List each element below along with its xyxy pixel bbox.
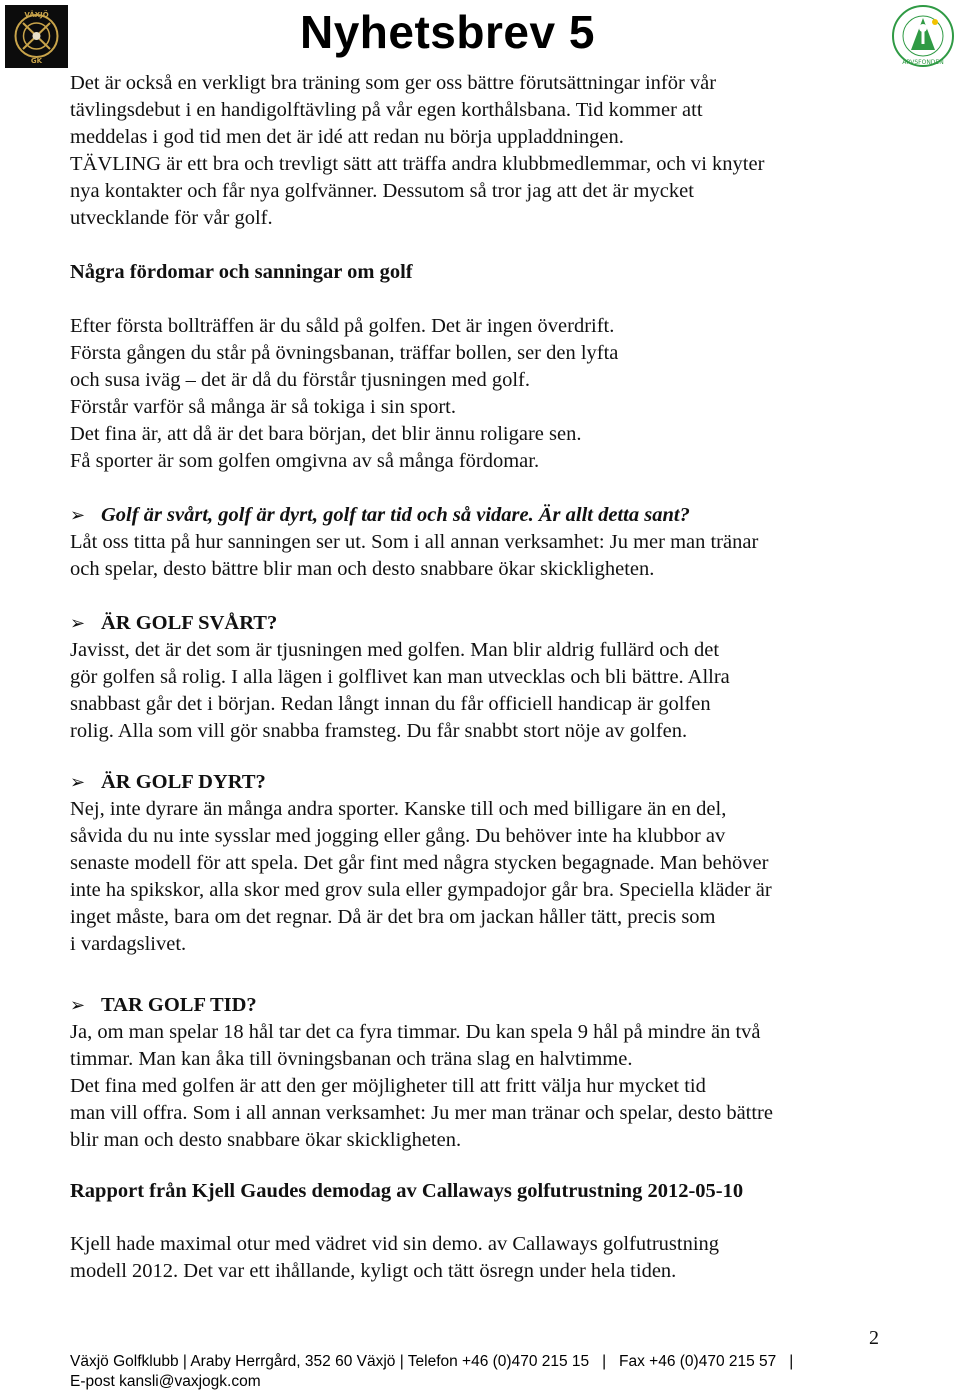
arrowhead-bullet-icon: ➢ (70, 995, 86, 1016)
newsletter-title: Nyhetsbrev 5 (300, 6, 595, 58)
question-paragraph (70, 529, 900, 583)
expensive-paragraph (70, 796, 900, 958)
arrowhead-bullet-icon: ➢ (70, 505, 86, 526)
text-line: man vill offra. Som i all annan verksamhet: Ju mer man tränar och spelar, desto bättre (70, 1102, 773, 1124)
arvsfonden-logo (891, 4, 955, 68)
text-line: Låt oss titta på hur sanningen ser ut. Som i all annan verksamhet: Ju mer man tränar (70, 531, 759, 553)
text-line: Efter första bollträffen är du såld på golfen. Det är ingen överdrift. (70, 315, 615, 337)
text-line: meddelas i god tid men det är idé att redan nu börja uppladdningen. (70, 126, 624, 148)
text-line: blir man och desto snabbare ökar skickligheten. (70, 1129, 462, 1151)
footer (70, 1352, 793, 1392)
page-number: 2 (869, 1327, 879, 1349)
text-line: Kjell hade maximal otur med vädret vid sin demo. av Callaways golfutrustning (70, 1233, 720, 1255)
intro-paragraph (70, 70, 900, 232)
expensive-heading: ÄR GOLF DYRT? (101, 771, 266, 793)
arrowhead-bullet-icon: ➢ (70, 772, 86, 793)
text-line: Ja, om man spelar 18 hål tar det ca fyra timmar. Du kan spela 9 hål på mindre än två (70, 1021, 761, 1043)
report-paragraph (70, 1231, 900, 1285)
text-line: utvecklande för vår golf. (70, 207, 273, 229)
text-line: Det fina är, att då är det bara början, det blir ännu roligare sen. (70, 423, 582, 445)
text-line: Få sporter är som golfen omgivna av så många fördomar. (70, 450, 540, 472)
newsletter-body (70, 70, 900, 1285)
text-line: timmar. Man kan åka till övningsbanan och träna slag en halvtimme. (70, 1048, 633, 1070)
text-line: i vardagslivet. (70, 933, 187, 955)
text-line: gör golfen så rolig. I alla lägen i golflivet kan man utvecklas och bli bättre. Allra (70, 666, 730, 688)
vaxjo-gk-emblem-icon (5, 5, 68, 68)
text-line: nya kontakter och får nya golfvänner. Dessutom så tror jag att det är mycket (70, 180, 694, 202)
text-line: modell 2012. Det var ett ihållande, kyligt och tätt ösregn under hela tiden. (70, 1260, 677, 1282)
text-line: tävlingsdebut i en handigolftävling på vår egen korthålsbana. Tid kommer att (70, 99, 703, 121)
text-line: Det fina med golfen är att den ger möjligheter till att fritt välja hur mycket tid (70, 1075, 706, 1097)
text-line: Nej, inte dyrare än många andra sporter. Kanske till och med billigare än en del, (70, 798, 727, 820)
arrowhead-bullet-icon: ➢ (70, 613, 86, 634)
text-line: rolig. Alla som vill gör snabba framsteg. Du får snabbt stort nöje av golfen. (70, 720, 688, 742)
footer-contact-line: Växjö Golfklubb | Araby Herrgård, 352 60 Växjö | Telefon +46 (0)470 215 15 | Fax +46 (0)470 215 57 | (70, 1353, 794, 1370)
text-line: Javisst, det är det som är tjusningen med golfen. Man blir aldrig fullärd och det (70, 639, 720, 661)
svg-text:GK: GK (30, 57, 43, 65)
text-line: snabbast går det i början. Redan långt innan du får officiell handicap är golfen (70, 693, 711, 715)
text-line: TÄVLING är ett bra och trevligt sätt att träffa andra klubbmedlemmar, och vi knyter (70, 153, 765, 175)
question-heading: Golf är svårt, golf är dyrt, golf tar tid och så vidare. Är allt detta sant? (101, 504, 690, 526)
section-heading-prejudices: Några fördomar och sanningar om golf (70, 261, 413, 283)
hard-heading-row (70, 610, 900, 637)
text-line: såvida du nu inte sysslar med jogging eller gång. Du behöver inte ha klubbor av (70, 825, 726, 847)
footer-email-line: E-post kansli@vaxjogk.com (70, 1373, 261, 1390)
text-line: Det är också en verkligt bra träning som ger oss bättre förutsättningar inför vår (70, 72, 717, 94)
hard-heading: ÄR GOLF SVÅRT? (101, 612, 278, 634)
text-line: inte ha spikskor, alla skor med grov sula eller gympadojor går bra. Speciella kläder är (70, 879, 772, 901)
expensive-heading-row (70, 769, 900, 796)
arvsfonden-logo-icon (891, 4, 955, 68)
report-heading: Rapport från Kjell Gaudes demodag av Callaways golfutrustning 2012-05-10 (70, 1180, 744, 1202)
text-line: senaste modell för att spela. Det går fint med några stycken begagnade. Man behöver (70, 852, 769, 874)
vaxjo-gk-logo (5, 5, 68, 68)
time-heading-row (70, 992, 900, 1019)
text-line: Första gången du står på övningsbanan, träffar bollen, ser den lyfta (70, 342, 619, 364)
text-line: Förstår varför så många är så tokiga i sin sport. (70, 396, 456, 418)
svg-text:VÄXJÖ: VÄXJÖ (24, 11, 49, 19)
time-heading: TAR GOLF TID? (101, 994, 257, 1016)
prejudices-paragraph (70, 313, 900, 475)
text-line: och susa iväg – det är då du förstår tjusningen med golf. (70, 369, 530, 391)
text-line: inget måste, bara om det regnar. Då är det bra om jackan håller tätt, precis som (70, 906, 716, 928)
hard-paragraph (70, 637, 900, 745)
question-heading-row (70, 502, 900, 529)
svg-text:ARVSFONDEN: ARVSFONDEN (902, 59, 944, 66)
text-line: och spelar, desto bättre blir man och desto snabbare ökar skickligheten. (70, 558, 655, 580)
time-paragraph (70, 1019, 900, 1154)
